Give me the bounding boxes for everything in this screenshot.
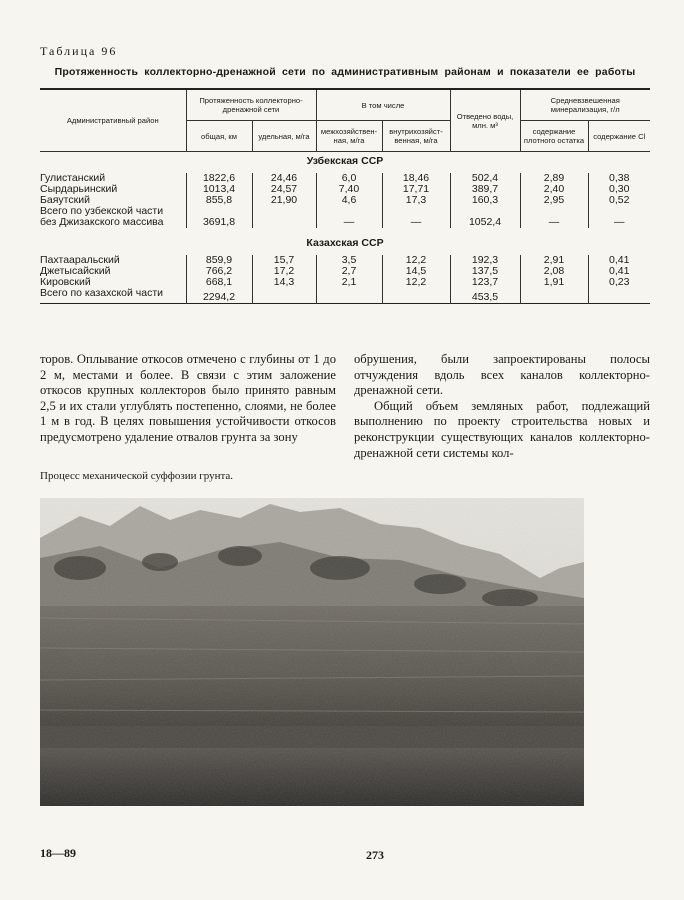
cell-water: 502,4 xyxy=(450,173,520,184)
cell-name: Всего по узбекской части без Джизакского массива xyxy=(40,205,164,228)
cell-specific xyxy=(252,206,316,228)
landscape-photo xyxy=(40,498,584,806)
header-water: Отведено воды, млн. м³ xyxy=(450,89,520,152)
cell-total: 3691,8 xyxy=(186,206,252,228)
cell-intra: 17,71 xyxy=(382,184,450,195)
cell-intra: 18,46 xyxy=(382,173,450,184)
cell-total: 1822,6 xyxy=(186,173,252,184)
cell-intra: — xyxy=(382,206,450,228)
cell-intra xyxy=(382,288,450,304)
cell-cl: 0,23 xyxy=(588,277,650,288)
header-length: Протяженность коллекторно-дренажной сети xyxy=(186,89,316,121)
cell-water: 137,5 xyxy=(450,266,520,277)
cell-name: Сырдарьинский xyxy=(40,183,118,195)
cell-dry: 2,89 xyxy=(520,173,588,184)
header-incl: В том числе xyxy=(316,89,450,121)
cell-intra: 17,3 xyxy=(382,195,450,206)
cell-cl: 0,38 xyxy=(588,173,650,184)
cell-name: Кировский xyxy=(40,276,91,288)
cell-inter: — xyxy=(316,206,382,228)
data-table xyxy=(40,88,650,304)
cell-inter: 2,7 xyxy=(316,266,382,277)
cell-cl: 0,52 xyxy=(588,195,650,206)
table-row xyxy=(40,206,650,228)
cell-total: 859,9 xyxy=(186,255,252,266)
cell-name: Баяутский xyxy=(40,194,90,206)
cell-specific: 15,7 xyxy=(252,255,316,266)
cell-specific: 17,2 xyxy=(252,266,316,277)
header-cl: содержание Cl xyxy=(588,121,650,152)
body-paragraph: Общий объем земляных работ, подлежащий выполнению по проекту строительства новых и реконструкции существующих каналов коллекторно-дренажной сети системы кол- xyxy=(354,398,650,460)
header-dry-residue: содержание плотного остатка xyxy=(520,121,588,152)
cell-water: 453,5 xyxy=(450,288,520,304)
body-paragraph: торов. Оплывание откосов отмечено с глубины от 1 до 2 м, местами и более. В связи с этим заложение откосов крупных коллекторов было принято равным 2,5 и их стали углублять постепенно, слоями, не более 1 м в год. В целях повышения устойчивости откосов предусмотрено удаление отвалов грунта за зону xyxy=(40,352,336,444)
body-column-right xyxy=(354,352,650,461)
cell-specific: 24,57 xyxy=(252,184,316,195)
photo-caption: Процесс механической суффозии грунта. xyxy=(40,470,234,482)
cell-inter: 6,0 xyxy=(316,173,382,184)
cell-dry: 1,91 xyxy=(520,277,588,288)
cell-inter: 7,40 xyxy=(316,184,382,195)
cell-specific xyxy=(252,288,316,304)
cell-name: Джетысайский xyxy=(40,265,111,277)
section-title-kazakh: Казахская ССР xyxy=(306,237,384,249)
header-length-specific: удельная, м/га xyxy=(252,121,316,152)
cell-total: 2294,2 xyxy=(186,288,252,304)
cell-dry: — xyxy=(520,206,588,228)
header-mineral: Средневзвешенная минерализация, г/л xyxy=(520,89,650,121)
cell-intra: 14,5 xyxy=(382,266,450,277)
body-paragraph: обрушения, были запроектированы полосы отчуждения вдоль всех каналов коллекторно-дренажной сети. xyxy=(354,352,650,398)
header-intra-farm: внутрихозяйст-венная, м/га xyxy=(382,121,450,152)
cell-specific: 21,90 xyxy=(252,195,316,206)
cell-inter: 4,6 xyxy=(316,195,382,206)
table-title: Протяженность коллекторно-дренажной сети по административным районам и показатели ее работы xyxy=(54,66,636,78)
cell-total: 668,1 xyxy=(186,277,252,288)
cell-dry: 2,40 xyxy=(520,184,588,195)
cell-inter: 2,1 xyxy=(316,277,382,288)
cell-specific: 24,46 xyxy=(252,173,316,184)
signature-mark: 18—89 xyxy=(40,846,76,860)
cell-total: 855,8 xyxy=(186,195,252,206)
cell-cl xyxy=(588,288,650,304)
cell-inter: 3,5 xyxy=(316,255,382,266)
cell-cl: 0,41 xyxy=(588,255,650,266)
cell-cl: — xyxy=(588,206,650,228)
cell-name: Гулистанский xyxy=(40,172,106,184)
table-row xyxy=(40,288,650,304)
cell-water: 160,3 xyxy=(450,195,520,206)
cell-intra: 12,2 xyxy=(382,277,450,288)
cell-cl: 0,30 xyxy=(588,184,650,195)
cell-name: Пахтааральский xyxy=(40,254,120,266)
cell-water: 192,3 xyxy=(450,255,520,266)
cell-total: 1013,4 xyxy=(186,184,252,195)
cell-water: 389,7 xyxy=(450,184,520,195)
body-column-left xyxy=(40,352,336,446)
cell-water: 123,7 xyxy=(450,277,520,288)
cell-dry: 2,95 xyxy=(520,195,588,206)
cell-dry: 2,08 xyxy=(520,266,588,277)
cell-intra: 12,2 xyxy=(382,255,450,266)
header-inter-farm: межхозяйствен-ная, м/га xyxy=(316,121,382,152)
cell-dry: 2,91 xyxy=(520,255,588,266)
table-caption: Таблица 96 xyxy=(40,44,118,58)
section-title-uzbek: Узбекская ССР xyxy=(306,155,384,167)
cell-inter xyxy=(316,288,382,304)
page-number: 273 xyxy=(366,848,384,862)
header-district: Административный район xyxy=(40,89,186,152)
cell-dry xyxy=(520,288,588,304)
cell-name: Всего по казахской части xyxy=(40,287,164,299)
cell-cl: 0,41 xyxy=(588,266,650,277)
cell-water: 1052,4 xyxy=(450,206,520,228)
header-length-total: общая, км xyxy=(186,121,252,152)
photo-grain xyxy=(40,498,584,806)
cell-specific: 14,3 xyxy=(252,277,316,288)
cell-total: 766,2 xyxy=(186,266,252,277)
